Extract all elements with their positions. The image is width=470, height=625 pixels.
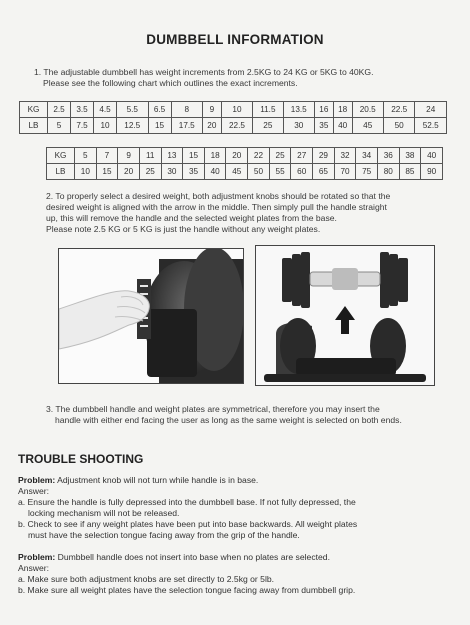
problem-1: Problem: Adjustment knob will not turn while handle is in base. Answer: a. Ensure the handle is fully depressed into the dumbbell base. If not fully depressed, the locking mechanism will not be released. b. Check to see if any weight plates have been put into base backwards. All weight plates must have the selection tongue facing away from the grip of the handle. bbox=[18, 475, 448, 541]
weight-table-5-to-40kg bbox=[46, 147, 443, 180]
answer-b: b. Make sure all weight plates have the selection tongue facing away from dumbbell grip. bbox=[18, 585, 356, 595]
table-cell: 52.5 bbox=[415, 118, 447, 134]
answer-a: a. Make sure both adjustment knobs are set directly to 2.5kg or 5lb. bbox=[18, 574, 275, 584]
table-cell: 50 bbox=[383, 118, 414, 134]
section-1-text: 1. The adjustable dumbbell has weight increments from 2.5KG to 24 KG or 5KG to 40KG. Please see the following chart which outlines the exact increments. bbox=[34, 67, 374, 88]
table-cell: 22.5 bbox=[221, 118, 252, 134]
table-cell: 11.5 bbox=[253, 102, 283, 118]
table-cell: 7 bbox=[96, 148, 118, 164]
table-cell: 35 bbox=[314, 118, 333, 134]
table-cell: 20 bbox=[118, 164, 140, 180]
table-cell: 45 bbox=[226, 164, 248, 180]
table-cell: 40 bbox=[204, 164, 226, 180]
table-row-lb bbox=[20, 118, 447, 134]
weight-table-2-5-to-24kg bbox=[19, 101, 447, 134]
handle-removal-illustration bbox=[256, 246, 434, 385]
table-cell: 15 bbox=[96, 164, 118, 180]
table-cell: 8 bbox=[171, 102, 202, 118]
table-cell: 6.5 bbox=[148, 102, 171, 118]
table-cell: 36 bbox=[377, 148, 399, 164]
table-cell: 2.5 bbox=[48, 102, 71, 118]
table-cell: 10 bbox=[221, 102, 252, 118]
table-cell: 12.5 bbox=[117, 118, 148, 134]
table-cell: 27 bbox=[291, 148, 313, 164]
table-cell: 20 bbox=[226, 148, 248, 164]
table-row-kg bbox=[20, 102, 447, 118]
table-cell: 9 bbox=[118, 148, 140, 164]
answer-a: a. Ensure the handle is fully depressed into the dumbbell base. If not fully depressed, the bbox=[18, 497, 356, 507]
table-cell: 17.5 bbox=[171, 118, 202, 134]
table-cell: 18 bbox=[333, 102, 352, 118]
table-cell: 11 bbox=[139, 148, 161, 164]
table-cell: 15 bbox=[183, 148, 205, 164]
table-cell: 24 bbox=[415, 102, 447, 118]
table-cell: 3.5 bbox=[71, 102, 94, 118]
table-cell: 65 bbox=[313, 164, 335, 180]
table-cell: 35 bbox=[183, 164, 205, 180]
table-cell: 34 bbox=[356, 148, 378, 164]
table-cell: 20 bbox=[202, 118, 221, 134]
photo-knob-adjustment bbox=[58, 248, 244, 384]
row-label: LB bbox=[47, 164, 75, 180]
row-label: KG bbox=[47, 148, 75, 164]
table-cell: 10 bbox=[75, 164, 97, 180]
table-cell: 7.5 bbox=[71, 118, 94, 134]
row-label: LB bbox=[20, 118, 48, 134]
table-cell: 10 bbox=[94, 118, 117, 134]
table-cell: 32 bbox=[334, 148, 356, 164]
table-cell: 13 bbox=[161, 148, 183, 164]
page-title: DUMBBELL INFORMATION bbox=[146, 32, 324, 47]
table-row-kg bbox=[47, 148, 443, 164]
table-cell: 55 bbox=[269, 164, 291, 180]
table-row-lb bbox=[47, 164, 443, 180]
row-label: KG bbox=[20, 102, 48, 118]
table-cell: 40 bbox=[421, 148, 443, 164]
table-cell: 85 bbox=[399, 164, 421, 180]
table-cell: 29 bbox=[313, 148, 335, 164]
table-cell: 9 bbox=[202, 102, 221, 118]
section-3-text: 3. The dumbbell handle and weight plates are symmetrical, therefore you may insert the handle with either end facing the user as long as the same weight is selected on both ends. bbox=[46, 404, 402, 425]
table-cell: 5.5 bbox=[117, 102, 148, 118]
photo-handle-removal bbox=[255, 245, 435, 386]
table-cell: 25 bbox=[253, 118, 283, 134]
problem-2: Problem: Dumbbell handle does not insert into base when no plates are selected. Answer: a. Make sure both adjustment knobs are set directly to 2.5kg or 5lb. b. Make sure all weight plates have the selection tongue facing away from dumbbell grip. bbox=[18, 552, 448, 596]
table-cell: 80 bbox=[377, 164, 399, 180]
table-cell: 30 bbox=[161, 164, 183, 180]
table-cell: 50 bbox=[248, 164, 270, 180]
table-cell: 70 bbox=[334, 164, 356, 180]
table-cell: 4.5 bbox=[94, 102, 117, 118]
knob-photo-illustration bbox=[59, 249, 243, 383]
table-cell: 5 bbox=[48, 118, 71, 134]
table-cell: 16 bbox=[314, 102, 333, 118]
table-cell: 60 bbox=[291, 164, 313, 180]
table-cell: 30 bbox=[283, 118, 314, 134]
table-cell: 13.5 bbox=[283, 102, 314, 118]
table-cell: 22 bbox=[248, 148, 270, 164]
table-cell: 20.5 bbox=[352, 102, 383, 118]
table-cell: 75 bbox=[356, 164, 378, 180]
table-cell: 25 bbox=[139, 164, 161, 180]
troubleshooting-heading: TROUBLE SHOOTING bbox=[18, 452, 144, 466]
table-cell: 5 bbox=[75, 148, 97, 164]
table-cell: 18 bbox=[204, 148, 226, 164]
table-cell: 22.5 bbox=[383, 102, 414, 118]
answer-b: b. Check to see if any weight plates have been put into base backwards. All weight plates bbox=[18, 519, 358, 529]
table-cell: 38 bbox=[399, 148, 421, 164]
table-cell: 15 bbox=[148, 118, 171, 134]
table-cell: 25 bbox=[269, 148, 291, 164]
table-cell: 90 bbox=[421, 164, 443, 180]
table-cell: 40 bbox=[333, 118, 352, 134]
section-2-text: 2. To properly select a desired weight, both adjustment knobs should be rotated so that the desired weight is aligned with the arrow in the middle. Then simply pull the handle straight up, this will remove the handle and the selected weight plates from the base. Please note 2.5 KG or 5 KG is just the handle without any weight plates. bbox=[46, 191, 391, 234]
table-cell: 45 bbox=[352, 118, 383, 134]
